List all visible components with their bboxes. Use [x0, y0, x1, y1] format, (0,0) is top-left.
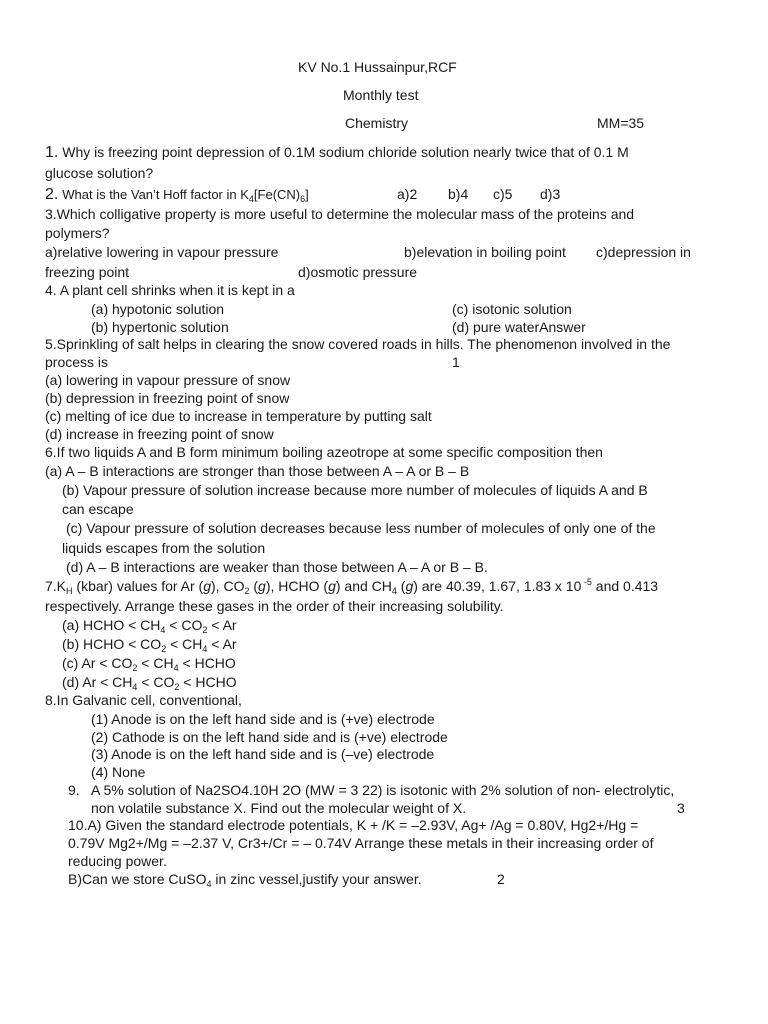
- question-8-option-3: (3) Anode is on the left hand side and is (–ve) electrode: [91, 746, 435, 762]
- max-marks: MM=35: [597, 115, 645, 131]
- question-2-number: 2.: [45, 186, 59, 203]
- question-2-option-c: c)5: [493, 186, 513, 202]
- question-7-option-d: (d) $Ar < CH_4 < CO_2$ < HCHO: [62, 674, 237, 692]
- question-1-line-2: glucose solution?: [45, 165, 154, 181]
- question-9-line-1: A 5% solution of Na2SO4.10H 2O (MW = 3 22) is isotonic with 2% solution of non- electrolytic,: [91, 782, 675, 798]
- question-6-option-c-line-2: liquids escapes from the solution: [62, 540, 266, 556]
- question-4-option-b: (b) hypertonic solution: [91, 319, 229, 335]
- question-5-line-2: process is: [45, 354, 109, 370]
- question-3-line-2: polymers?: [45, 225, 110, 241]
- question-6-option-c-line-1: (c) Vapour pressure of solution decreases because less number of molecules of only one of the: [66, 520, 656, 536]
- question-6-option-b-line-1: (b) Vapour pressure of solution increase because more number of molecules of liquids A and B: [62, 482, 648, 498]
- test-title: Monthly test: [343, 87, 419, 103]
- question-2-option-b: b)4: [448, 186, 469, 202]
- question-4-option-a: (a) hypotonic solution: [91, 301, 225, 317]
- question-6-stem: 6.If two liquids A and B form minimum boiling azeotrope at some specific composition then: [45, 444, 603, 460]
- question-5-line-1: 5.Sprinkling of salt helps in clearing the snow covered roads in hills. The phenomenon involved in the: [45, 336, 671, 352]
- question-8-option-4: (4) None: [91, 764, 146, 780]
- question-3-option-a: a)relative lowering in vapour pressure: [45, 244, 279, 260]
- question-6-option-b-line-2: can escape: [62, 501, 134, 517]
- school-name: KV No.1 Hussainpur,RCF: [298, 59, 457, 75]
- question-7-option-a: (a) HCHO < $CH_4 < CO_2 < Ar$: [62, 617, 237, 635]
- question-7-line-1: $7.K_H$ (kbar) values for Ar (g), $CO_2$ (g), HCHO (g) and $CH_4$ (g) are 40.39, 1.67, 1.83 x 10 $^{-5}$ and 0.413: [45, 577, 659, 596]
- question-4-option-d: (d) pure waterAnswer: [452, 319, 586, 335]
- question-10-part-b: B)Can we store CuSO$_4$ in zinc vessel,justify your answer.: [68, 871, 422, 889]
- question-10-line-1: 10.A) Given the standard electrode potentials, K + /K = –2.93V, Ag+ /Ag = 0.80V, Hg2+/Hg =: [68, 817, 639, 833]
- question-5-marks: 1: [452, 354, 460, 370]
- subject-name: Chemistry: [345, 115, 409, 131]
- question-3-option-d: d)osmotic pressure: [298, 264, 418, 280]
- question-9-number: 9.: [68, 782, 80, 798]
- question-2: 2. What is the Van’t Hoff factor in $K_4[Fe(CN)_6]$: [45, 186, 309, 204]
- question-9-line-2: non volatile substance X. Find out the molecular weight of X.: [91, 800, 467, 816]
- question-7-line-2: respectively. Arrange these gases in the order of their increasing solubility.: [45, 598, 504, 614]
- question-2-option-d: d)3: [540, 186, 561, 202]
- question-6-option-d: (d) A – B interactions are weaker than those between A – A or B – B.: [66, 559, 488, 575]
- question-5-option-b: (b) depression in freezing point of snow: [45, 390, 290, 406]
- question-9-marks: 3: [677, 800, 685, 816]
- question-1-line-1: 1. Why is freezing point depression of 0.1M sodium chloride solution nearly twice that of 0.1 M: [45, 144, 629, 161]
- question-5-option-a: (a) lowering in vapour pressure of snow: [45, 372, 291, 388]
- question-5-option-d: (d) increase in freezing point of snow: [45, 426, 274, 442]
- question-4-stem: 4. A plant cell shrinks when it is kept in a: [45, 282, 295, 298]
- question-10-marks: 2: [497, 871, 505, 887]
- question-8-option-1: (1) Anode is on the left hand side and is (+ve) electrode: [91, 711, 435, 727]
- question-3-option-c-cont: freezing point: [45, 264, 130, 280]
- question-7-option-b: (b) HCHO < $CO_2 < CH_4 < Ar$: [62, 636, 237, 654]
- question-3-line-1: 3.Which colligative property is more useful to determine the molecular mass of the proteins and: [45, 206, 635, 222]
- question-1-number: 1.: [45, 144, 59, 161]
- question-8-option-2: (2) Cathode is on the left hand side and is (+ve) electrode: [91, 729, 448, 745]
- question-3-option-c: c)depression in: [596, 244, 691, 260]
- question-3-option-b: b)elevation in boiling point: [404, 244, 566, 260]
- question-8-stem: 8.In Galvanic cell, conventional,: [45, 692, 242, 708]
- question-7-option-c: (c) $Ar < CO_2 < CH_4$ < HCHO: [62, 655, 236, 673]
- question-10-line-2: 0.79V Mg2+/Mg = –2.37 V, Cr3+/Cr = – 0.74V Arrange these metals in their increasing order of: [68, 835, 654, 851]
- question-5-option-c: (c) melting of ice due to increase in temperature by putting salt: [45, 408, 432, 424]
- question-6-option-a: (a) A – B interactions are stronger than those between A – A or B – B: [45, 463, 470, 479]
- question-4-option-c: (c) isotonic solution: [452, 301, 572, 317]
- question-10-line-3: reducing power.: [68, 853, 167, 869]
- question-2-option-a: a)2: [397, 186, 418, 202]
